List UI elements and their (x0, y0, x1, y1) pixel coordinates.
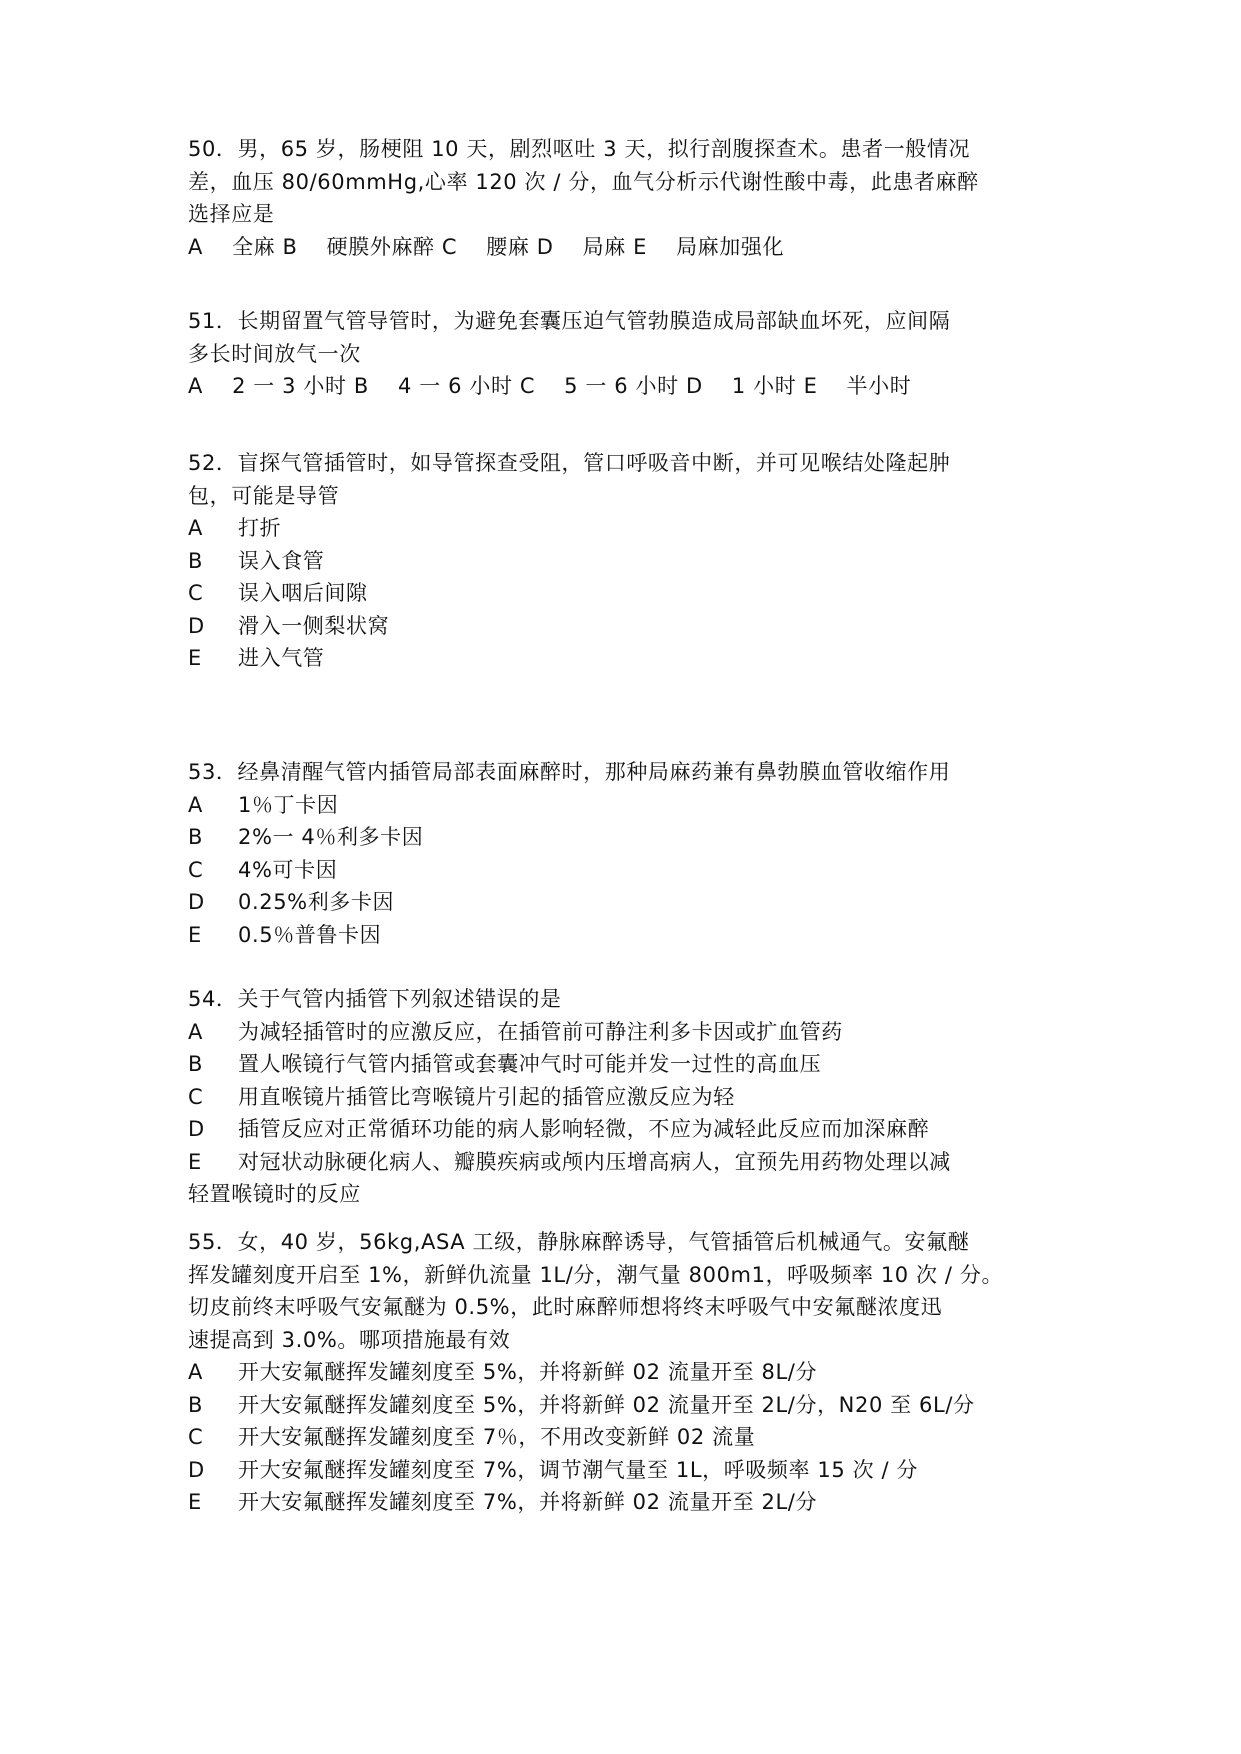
option-text: 对冠状动脉硬化病人、瓣膜疾病或颅内压增高病人，宜预先用药物处理以减 (238, 1149, 951, 1174)
option-letter: A (188, 1019, 203, 1044)
option-text: 误入咽后间隙 (238, 581, 368, 605)
option-b (188, 821, 1068, 854)
option-text: 开大安氟醚挥发罐刻度至 7%，并将新鲜 02 流量开至 2L/分 (238, 1490, 818, 1514)
option-text: 进入气管 (238, 646, 325, 670)
option-letter: D (188, 1457, 205, 1482)
option-b (188, 1389, 1068, 1422)
question-54 (188, 983, 1068, 1211)
option-letter: A (188, 516, 203, 540)
option-text: 用直喉镜片插管比弯喉镜片引起的插管应激反应为轻 (238, 1084, 735, 1109)
option-text: 开大安氟醚挥发罐刻度至 5%，并将新鲜 02 流量开至 8L/分 (238, 1360, 818, 1384)
option-b (188, 545, 1068, 578)
question-stem-line: 54．关于气管内插管下列叙述错误的是 (188, 987, 562, 1011)
question-52 (188, 447, 1068, 675)
option-text: 为减轻插管时的应激反应，在插管前可静注利多卡因或扩血管药 (238, 1019, 843, 1044)
option-d (188, 610, 1068, 643)
option-text: 开大安氟醚挥发罐刻度至 7%，调节潮气量至 1L，呼吸频率 15 次 / 分 (238, 1457, 919, 1482)
option-c (188, 1421, 1068, 1454)
option-text: 误入食管 (238, 548, 325, 573)
option-letter: E (188, 646, 202, 670)
option-text: 置人喉镜行气管内插管或套囊冲气时可能并发一过性的高血压 (238, 1052, 822, 1076)
question-stem-line: 差，血压 80/60mmHg,心率 120 次 / 分，血气分析示代谢性酸中毒，此患者麻醉 (188, 169, 979, 194)
option-letter: D (188, 613, 205, 638)
option-e (188, 1486, 1068, 1519)
option-text: 2%一 4％利多卡因 (238, 825, 424, 849)
question-53 (188, 756, 1068, 951)
option-letter: A (188, 1360, 203, 1384)
option-text: 开大安氟醚挥发罐刻度至 5%，并将新鲜 02 流量开至 2L/分，N20 至 6L/分 (238, 1392, 975, 1417)
question-55 (188, 1226, 1068, 1519)
question-stem-line: 51．长期留置气管导管时，为避免套囊压迫气管勃膜造成局部缺血坏死，应间隔 (188, 309, 951, 333)
option-c (188, 577, 1068, 610)
option-letter: B (188, 1052, 204, 1076)
option-continuation: 轻置喉镜时的反应 (188, 1182, 361, 1206)
option-a (188, 512, 1068, 545)
option-c (188, 1081, 1068, 1114)
option-d (188, 1113, 1068, 1146)
question-stem-line: 选择应是 (188, 202, 275, 226)
option-text: 插管反应对正常循环功能的病人影响轻微，不应为减轻此反应而加深麻醉 (238, 1117, 930, 1141)
option-letter: B (188, 825, 204, 849)
option-letter: C (188, 857, 204, 882)
question-stem-line: 包，可能是导管 (188, 483, 340, 508)
option-text: 0.5％普鲁卡因 (238, 922, 382, 947)
option-c (188, 854, 1068, 887)
option-letter: E (188, 922, 202, 947)
question-stem-line: 多长时间放气一次 (188, 341, 361, 366)
question-stem-line: 挥发罐刻度开启至 1%，新鲜仇流量 1L/分，潮气量 800m1，呼吸频率 10 次 / 分。 (188, 1262, 1004, 1287)
option-letter: A (188, 792, 203, 817)
option-a (188, 1016, 1068, 1049)
question-stem-line: 速提高到 3.0%。哪项措施最有效 (188, 1327, 511, 1352)
option-letter: E (188, 1149, 202, 1174)
question-stem-line: 切皮前终末呼吸气安氟醚为 0.5%，此时麻醉师想将终末呼吸气中安氟醚浓度迅 (188, 1295, 943, 1319)
option-text: 打折 (238, 516, 282, 540)
option-letter: E (188, 1490, 202, 1514)
inline-options: A 2 一 3 小时 B 4 一 6 小时 C 5 一 6 小时 D 1 小时 E 半小时 (188, 374, 912, 398)
option-text: 滑入一侧梨状窝 (238, 613, 390, 638)
option-letter: C (188, 1425, 204, 1449)
option-e (188, 642, 1068, 675)
option-b (188, 1048, 1068, 1081)
option-letter: B (188, 548, 204, 573)
question-stem-line: 55．女，40 岁，56kg,ASA 工级，静脉麻醉诱导，气管插管后机械通气。安氟醚 (188, 1230, 970, 1254)
option-letter: C (188, 581, 204, 605)
question-stem-line: 53．经鼻清醒气管内插管局部表面麻醉时，那种局麻药兼有鼻勃膜血管收缩作用 (188, 760, 951, 784)
option-text: 4%可卡因 (238, 857, 338, 882)
option-e (188, 919, 1068, 952)
option-text: 1％丁卡因 (238, 792, 339, 817)
option-a (188, 1356, 1068, 1389)
question-51 (188, 305, 1068, 403)
option-letter: B (188, 1392, 204, 1417)
option-d (188, 886, 1068, 919)
option-e (188, 1146, 1068, 1179)
option-d (188, 1454, 1068, 1487)
option-text: 0.25%利多卡因 (238, 890, 395, 914)
option-letter: D (188, 1117, 205, 1141)
option-letter: D (188, 890, 205, 914)
question-50 (188, 133, 1068, 263)
option-text: 开大安氟醚挥发罐刻度至 7％，不用改变新鲜 02 流量 (238, 1425, 756, 1449)
option-letter: C (188, 1084, 204, 1109)
question-stem-line: 50．男，65 岁，肠梗阻 10 天，剧烈呕吐 3 天，拟行剖腹探查术。患者一般情况 (188, 137, 971, 161)
inline-options: A 全麻 B 硬膜外麻醉 C 腰麻 D 局麻 E 局麻加强化 (188, 234, 785, 259)
question-stem-line: 52．盲探气管插管时，如导管探查受阻，管口呼吸音中断，并可见喉结处隆起肿 (188, 451, 951, 475)
option-a (188, 789, 1068, 822)
